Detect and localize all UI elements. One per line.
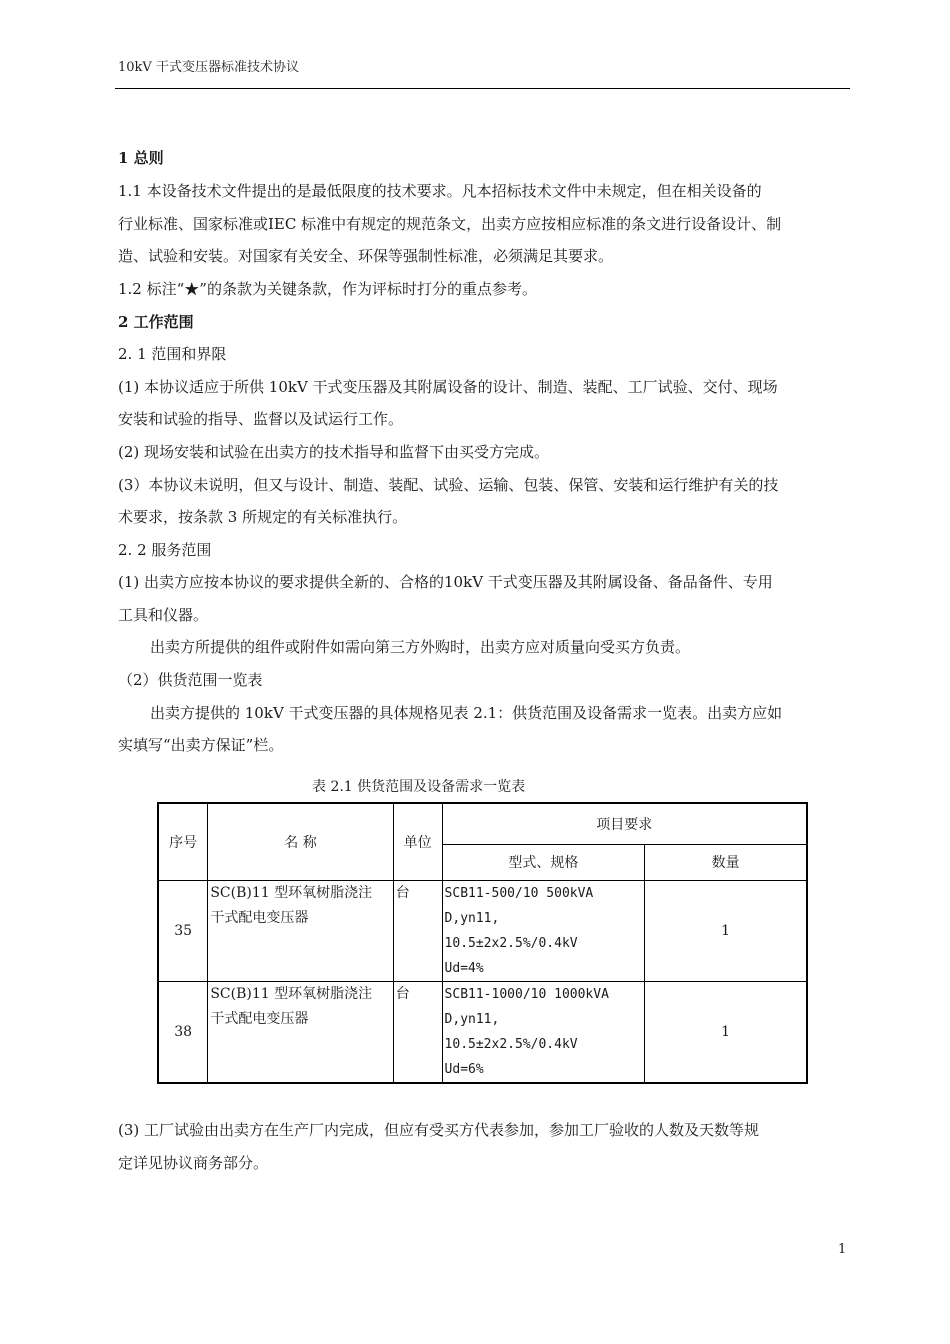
- row-qty: 1: [645, 880, 807, 981]
- row-spec-line: D,yn11,: [444, 1011, 500, 1027]
- para-1-1-line-1: 1.1 本设备技术文件提出的是最低限度的技术要求。凡本招标技术文件中未规定，但在相关设备的: [118, 182, 762, 200]
- row-name-line: 干式配电变压器: [210, 909, 309, 926]
- row-spec-line: Ud=6%: [444, 1061, 484, 1077]
- para-1-1-line-3: 造、试验和安装。对国家有关安全、环保等强制性标准，必须满足其要求。: [118, 247, 614, 265]
- header-name: 名 称: [208, 803, 393, 880]
- page-number: 1: [838, 1242, 847, 1257]
- para-2-2-1-line-2: 工具和仪器。: [118, 606, 209, 624]
- row-no: 35: [158, 880, 208, 981]
- table-row: [158, 981, 807, 1083]
- subsection-2-2-title: 2. 2 服务范围: [118, 541, 212, 559]
- row-no: 38: [158, 981, 208, 1083]
- header-divider: [115, 88, 850, 89]
- table-row: [158, 880, 807, 981]
- section-2-title: 2 工作范围: [118, 313, 194, 331]
- row-name-line: 干式配电变压器: [210, 1010, 309, 1027]
- page-header: 10kV 干式变压器标准技术协议: [118, 60, 299, 75]
- row-name: [208, 981, 393, 1083]
- row-spec-line: D,yn11,: [444, 910, 500, 926]
- para-2-2-3-line-1: (3) 工厂试验由出卖方在生产厂内完成，但应有受买方代表参加，参加工厂验收的人数及天数等规: [118, 1121, 760, 1139]
- row-unit: 台: [393, 880, 442, 981]
- row-spec-line: 10.5±2x2.5%/0.4kV: [444, 1036, 578, 1052]
- para-2-1-3-line-1: (3）本协议未说明，但又与设计、制造、装配、试验、运输、包装、保管、安装和运行维护有关的技: [118, 476, 779, 494]
- row-spec: [442, 981, 645, 1083]
- row-spec-line: 10.5±2x2.5%/0.4kV: [444, 935, 578, 951]
- para-2-2-2-line-2: 实填写“出卖方保证”栏。: [118, 736, 284, 754]
- header-qty: 数量: [645, 844, 807, 880]
- row-spec-line: Ud=4%: [444, 960, 484, 976]
- row-spec-line: SCB11-1000/10 1000kVA: [444, 986, 609, 1002]
- header-no: 序号: [158, 803, 208, 880]
- para-2-1-1-line-2: 安装和试验的指导、监督以及试运行工作。: [118, 410, 404, 428]
- supply-scope-table: [157, 802, 808, 1084]
- para-1-2: 1.2 标注“★”的条款为关键条款，作为评标时打分的重点参考。: [118, 280, 537, 298]
- para-2-2-1-line-3: 出卖方所提供的组件或附件如需向第三方外购时，出卖方应对质量向受买方负责。: [150, 638, 691, 656]
- row-name-line: SC(B)11 型环氧树脂浇注: [210, 884, 373, 901]
- header-requirements: 项目要求: [442, 803, 807, 844]
- table-caption: 表 2.1 供货范围及设备需求一览表: [312, 779, 526, 795]
- row-spec: [442, 880, 645, 981]
- row-spec-line: SCB11-500/10 500kVA: [444, 885, 594, 901]
- para-2-2-1-line-1: (1) 出卖方应按本协议的要求提供全新的、合格的10kV 干式变压器及其附属设备、备品备件、专用: [118, 573, 773, 591]
- para-2-1-3-line-2: 术要求，按条款 3 所规定的有关标准执行。: [118, 508, 408, 526]
- para-2-2-3-line-2: 定详见协议商务部分。: [118, 1154, 269, 1172]
- row-unit: 台: [393, 981, 442, 1083]
- para-1-1-line-2: 行业标准、国家标准或IEC 标准中有规定的规范条文，出卖方应按相应标准的条文进行设备设计、制: [118, 215, 782, 233]
- section-1-title: 1 总则: [118, 149, 164, 167]
- header-spec: 型式、规格: [442, 844, 645, 880]
- row-name-line: SC(B)11 型环氧树脂浇注: [210, 985, 373, 1002]
- row-qty: 1: [645, 981, 807, 1083]
- para-2-2-2-title: （2）供货范围一览表: [118, 671, 263, 689]
- header-unit: 单位: [393, 803, 442, 880]
- subsection-2-1-title: 2. 1 范围和界限: [118, 345, 227, 363]
- para-2-1-2: (2) 现场安装和试验在出卖方的技术指导和监督下由买受方完成。: [118, 443, 550, 461]
- para-2-1-1-line-1: (1) 本协议适应于所供 10kV 干式变压器及其附属设备的设计、制造、装配、工厂试验、交付、现场: [118, 378, 778, 396]
- para-2-2-2-line-1: 出卖方提供的 10kV 干式变压器的具体规格见表 2.1：供货范围及设备需求一览表。出卖方应如: [150, 704, 783, 722]
- row-name: [208, 880, 393, 981]
